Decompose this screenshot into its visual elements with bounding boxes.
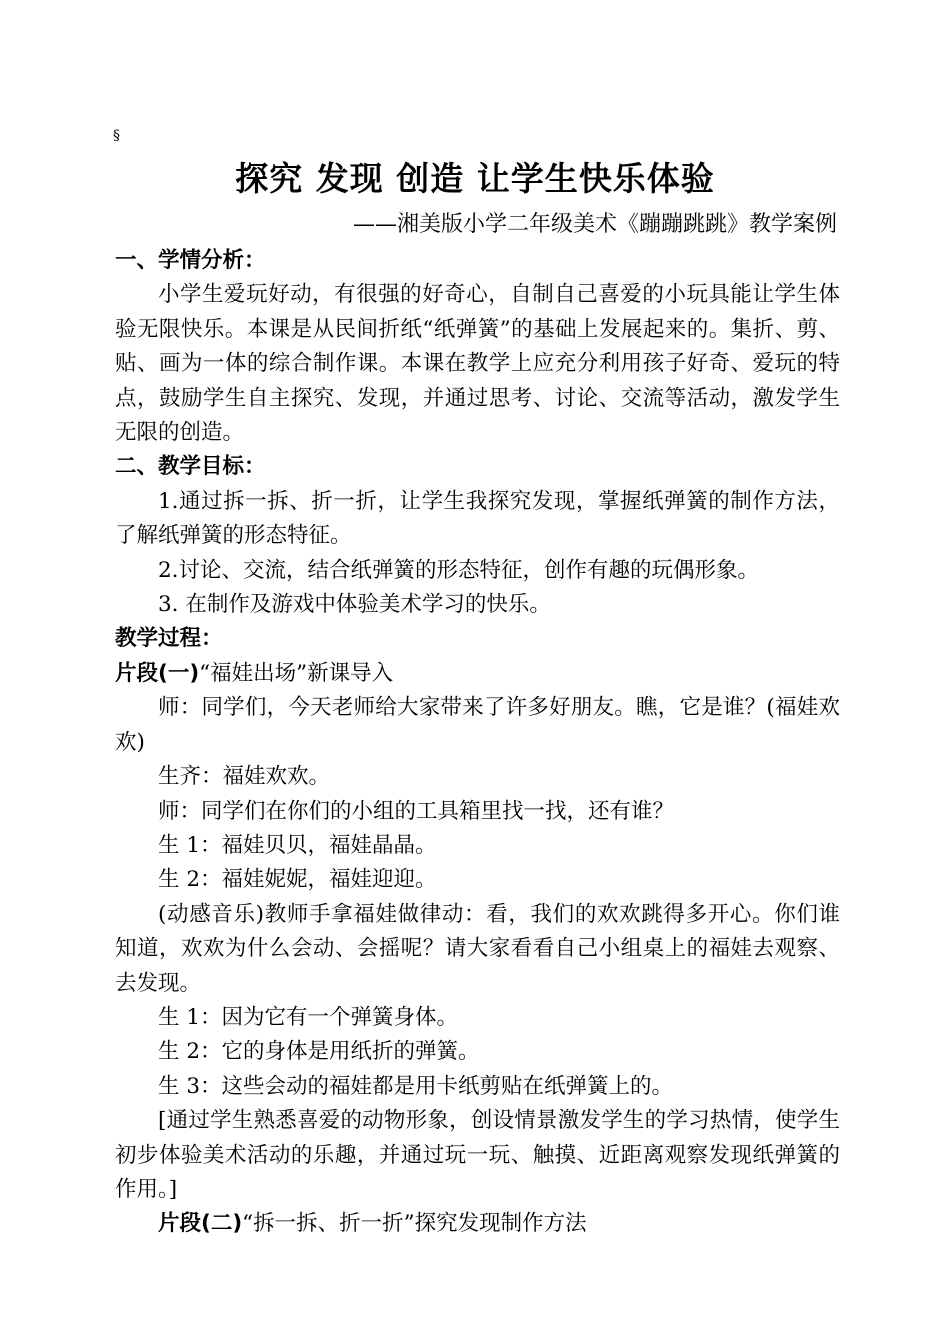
analysis-paragraph: 小学生爱玩好动，有很强的好奇心，自制自己喜爱的小玩具能让学生体验无限快乐。本课是从民间折纸“纸弹簧”的基础上发展起来的。集折、剪、贴、画为一体的综合制作课。本课在教学上应充分利用孩子好奇、爱玩的特点，鼓励学生自主探究、发现，并通过思考、讨论、交流等活动，激发学生无限的创造。	[115, 282, 840, 446]
document-title: 探究 发现 创造 让学生快乐体验	[235, 159, 715, 198]
segment-heading	[115, 1207, 840, 1241]
goal-item: 3. 在制作及游戏中体验美术学习的快乐。	[158, 592, 551, 618]
goal-item: 2.讨论、交流，结合纸弹簧的形态特征，创作有趣的玩偶形象。	[158, 557, 760, 583]
dialogue-line: (动感音乐)教师手拿福娃做律动：看，我们的欢欢跳得多开心。你们谁知道，欢欢为什么会动、会摇呢？请大家看看自己小组桌上的福娃去观察、去发现。	[115, 901, 840, 996]
segment-title: “拆一拆、折一折”探究发现制作方法	[242, 1211, 587, 1237]
section-heading-process: 教学过程：	[115, 626, 223, 652]
section-heading-analysis: 一、学情分析：	[115, 248, 266, 273]
segment-title: “福娃出场”新课导入	[199, 660, 394, 686]
teaching-note: [通过学生熟悉喜爱的动物形象，创设情景激发学生的学习热情，使学生初步体验美术活动的乐趣，并通过玩一玩、触摸、近距离观察发现纸弹簧的作用。]	[115, 1108, 840, 1202]
document-subtitle: ——湘美版小学二年级美术《蹦蹦跳跳》教学案例	[352, 212, 837, 237]
section-heading-goals: 二、教学目标：	[115, 454, 266, 480]
dialogue-line: 生 3：这些会动的福娃都是用卡纸剪贴在纸弹簧上的。	[158, 1073, 674, 1099]
goal-item: 1.通过拆一拆、折一折，让学生我探究发现，掌握纸弹簧的制作方法，了解纸弹簧的形态特征。	[115, 488, 840, 549]
dialogue-line: 师：同学们，今天老师给大家带来了许多好朋友。瞧，它是谁？(福娃欢欢)	[115, 695, 840, 755]
segment-heading	[115, 657, 840, 691]
dialogue-line: 生齐：福娃欢欢。	[158, 764, 331, 790]
segment-label: 片段(一)	[115, 660, 200, 686]
dialogue-line: 生 1：福娃贝贝，福娃晶晶。	[158, 832, 437, 858]
dialogue-line: 生 2：它的身体是用纸折的弹簧。	[158, 1039, 480, 1065]
document-body	[115, 244, 840, 1242]
segment-label: 片段(二)	[158, 1211, 243, 1237]
section-marker: §	[113, 128, 120, 144]
dialogue-line: 生 1：因为它有一个弹簧身体。	[158, 1004, 459, 1030]
dialogue-line: 师：同学们在你们的小组的工具箱里找一找，还有谁？	[158, 798, 675, 824]
dialogue-line: 生 2：福娃妮妮，福娃迎迎。	[158, 867, 437, 893]
